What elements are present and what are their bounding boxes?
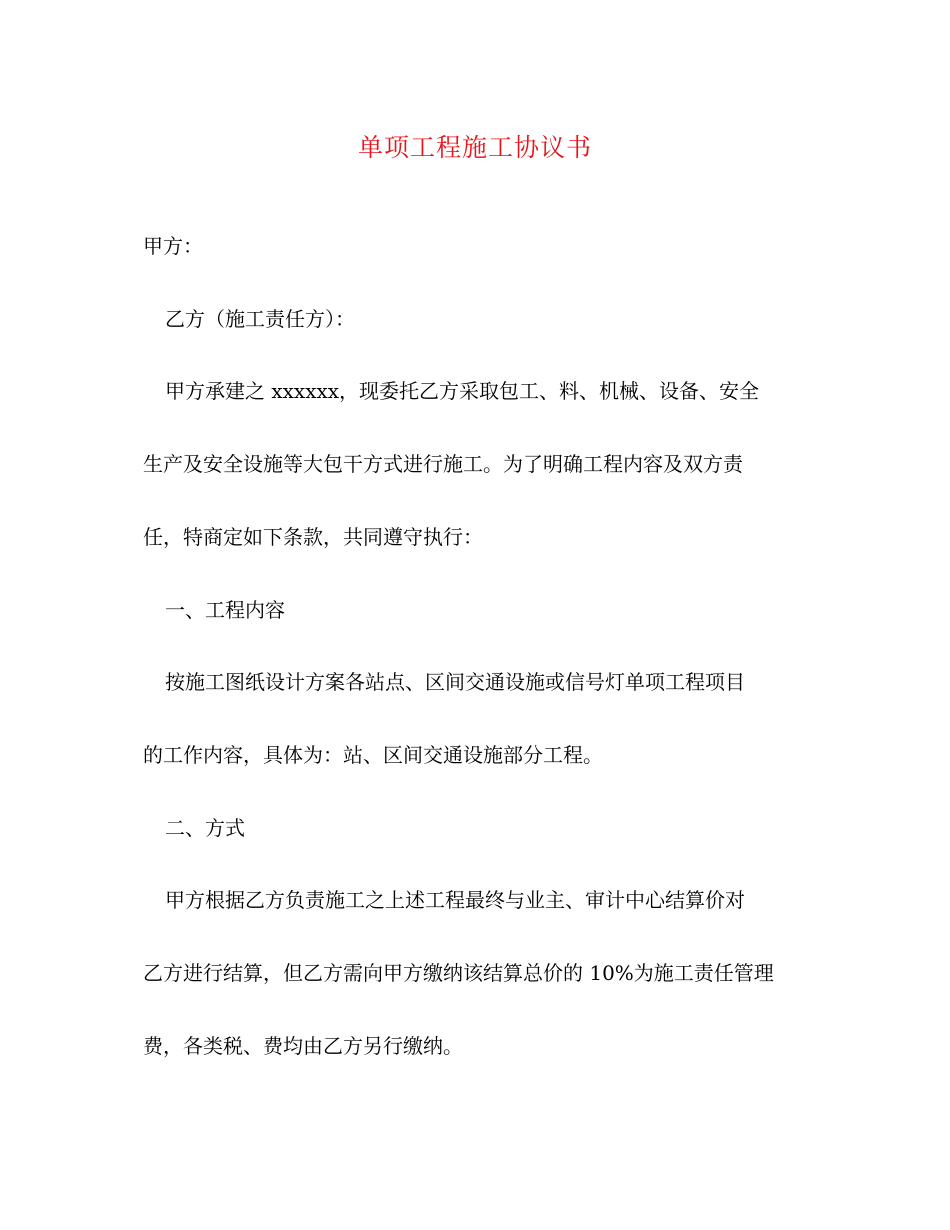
section-heading-1 bbox=[143, 574, 823, 647]
section-2-paragraph bbox=[143, 864, 823, 1082]
section-heading-2 bbox=[143, 792, 823, 865]
text-line: 甲方根据乙方负责施工之上述工程最终与业主、审计中心结算价对 bbox=[165, 888, 745, 913]
party-b-line bbox=[143, 283, 823, 356]
text-line: 甲方： bbox=[143, 234, 203, 258]
intro-paragraph bbox=[143, 355, 823, 573]
text-line: 的工作内容，具体为：站、区间交通设施部分工程。 bbox=[143, 742, 603, 767]
text-line: 一、工程内容 bbox=[165, 597, 285, 622]
text-line: 费，各类税、费均由乙方另行缴纳。 bbox=[143, 1033, 463, 1058]
text-line: 二、方式 bbox=[165, 815, 245, 840]
text-line: 生产及安全设施等大包干方式进行施工。为了明确工程内容及双方责 bbox=[143, 452, 743, 477]
document-body bbox=[143, 210, 823, 1082]
text-line: 按施工图纸设计方案各站点、区间交通设施或信号灯单项工程项目 bbox=[165, 670, 745, 695]
document-title: 单项工程施工协议书 bbox=[357, 133, 592, 162]
party-a-line bbox=[143, 210, 823, 283]
text-line: 甲方承建之 xxxxxx，现委托乙方采取包工、料、机械、设备、安全 bbox=[165, 379, 760, 404]
text-line: 乙方（施工责任方）： bbox=[165, 306, 355, 331]
text-line: 乙方进行结算，但乙方需向甲方缴纳该结算总价的 10%为施工责任管理 bbox=[143, 961, 774, 986]
section-1-paragraph bbox=[143, 646, 823, 791]
text-line: 任，特商定如下条款，共同遵守执行： bbox=[143, 524, 483, 549]
